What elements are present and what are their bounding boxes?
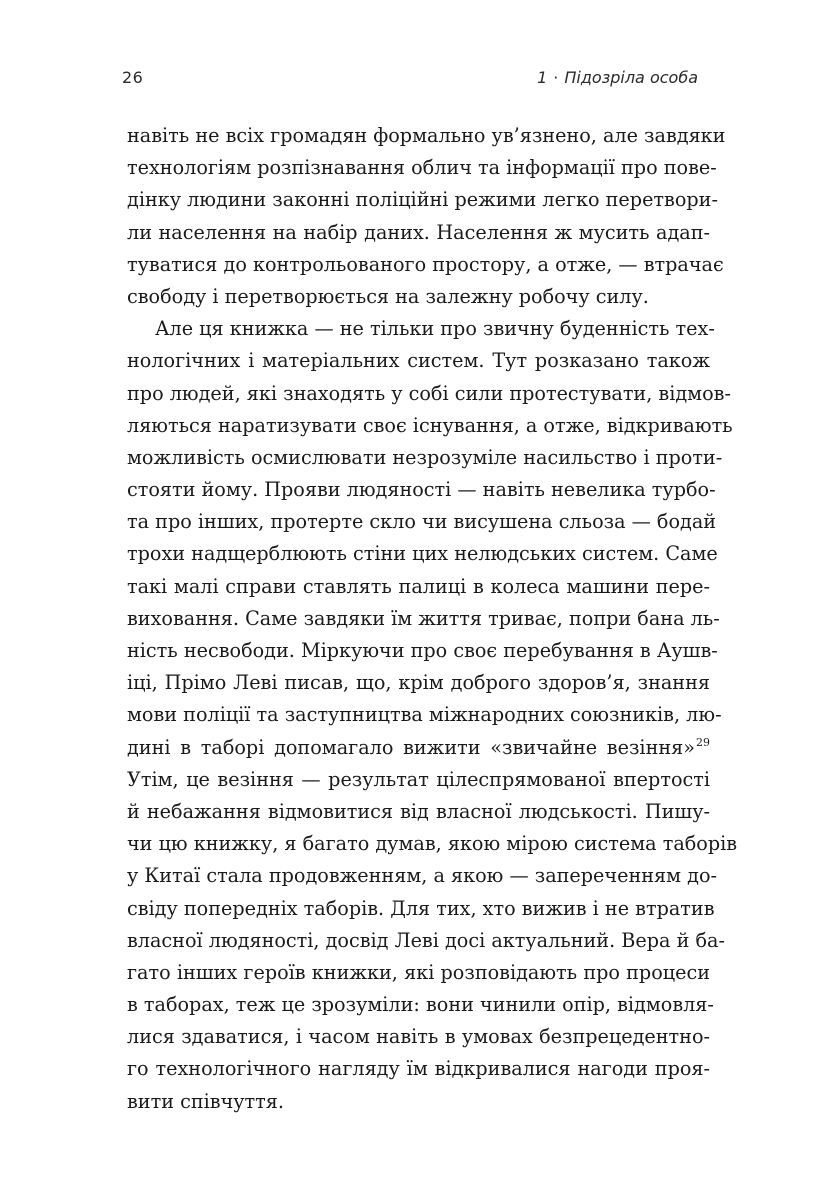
text-line: стояти йому. Прояви людяності — навіть невелика турбо- bbox=[127, 478, 716, 502]
text-line: Але ця книжка — не тільки про звичну буденність тех- bbox=[155, 317, 715, 341]
running-head bbox=[122, 68, 698, 96]
text-line: про людей, які знаходять у собі сили протестувати, відмов- bbox=[127, 381, 731, 405]
text-line: технологіям розпізнавання облич та інформації про пове- bbox=[127, 156, 717, 180]
chapter-number: 1 bbox=[537, 68, 548, 87]
body-text bbox=[127, 120, 738, 1118]
text-line-with-footnote bbox=[127, 732, 710, 764]
text-line: свіду попередніх таборів. Для тих, хто вижив і не втратив bbox=[127, 896, 715, 920]
text-line: Утім, це везіння — результат цілеспрямованої впертості bbox=[127, 767, 710, 791]
text-line: лися здаватися, і часом навіть в умовах безпрецедентно- bbox=[127, 1025, 710, 1049]
text-line: іці, Прімо Леві писав, що, крім доброго здоров’я, знання bbox=[127, 671, 710, 695]
text-line: ляються нарaтизувати своє існування, а отже, відкривають bbox=[127, 413, 733, 437]
chapter-header bbox=[537, 68, 698, 87]
text-line: вити співчуття. bbox=[127, 1089, 284, 1113]
text-line: мови поліції та заступництва міжнародних союзників, лю- bbox=[127, 703, 722, 727]
text-line: ли населення на набір даних. Населення ж мусить адап- bbox=[127, 220, 710, 244]
text-line-content: дині в таборі допомагало вижити «звичайне везіння» bbox=[127, 735, 695, 759]
chapter-separator: · bbox=[553, 68, 559, 87]
text-line: в таборах, теж це зрозуміли: вони чинили опір, відмовля- bbox=[127, 993, 714, 1017]
text-line: чи цю книжку, я багато думав, якою мірою система таборів bbox=[127, 832, 738, 856]
text-line: свободу і перетворюється на залежну робочу силу. bbox=[127, 284, 649, 308]
text-line: го технологічного нагляду їм відкривалися нагоди проя- bbox=[127, 1057, 710, 1081]
text-line: у Китаї стала продовженням, а якою — запереченням до- bbox=[127, 864, 718, 888]
text-line: трохи надщерблюють стіни цих нелюдських систем. Саме bbox=[127, 542, 718, 566]
page-number: 26 bbox=[122, 68, 144, 87]
text-line: та про інших, протерте скло чи висушена сльоза — бодай bbox=[127, 510, 717, 534]
text-line: гато інших героїв книжки, які розповідають про процеси bbox=[127, 960, 710, 984]
text-line: навіть не всіх громадян формально ув’язнено, але завдяки bbox=[127, 124, 726, 147]
text-line: туватися до контрольованого простору, а отже, — втрачає bbox=[127, 252, 724, 276]
text-line: дінку людини законні поліційні режими легко перетвори- bbox=[127, 188, 718, 212]
text-line: можливість осмислювати незрозуміле насильство і проти- bbox=[127, 445, 723, 469]
text-line: ність несвободи. Міркуючи про своє перебування в Аушв- bbox=[127, 639, 718, 662]
text-line: виховання. Саме завдяки їм життя триває, попри бана ль- bbox=[127, 606, 720, 630]
text-line: нологічних і матеріальних систем. Тут розказано також bbox=[127, 349, 710, 373]
text-line: й небажання відмовитися від власної людськості. Пишу- bbox=[127, 799, 710, 823]
text-line: такі малі справи ставлять палиці в колеса машини пере- bbox=[127, 574, 710, 598]
chapter-title: Підозріла особа bbox=[564, 68, 698, 87]
text-line: власної людяності, досвід Леві досі актуальний. Вера й ба- bbox=[127, 928, 725, 952]
footnote-reference[interactable]: 29 bbox=[696, 736, 710, 750]
